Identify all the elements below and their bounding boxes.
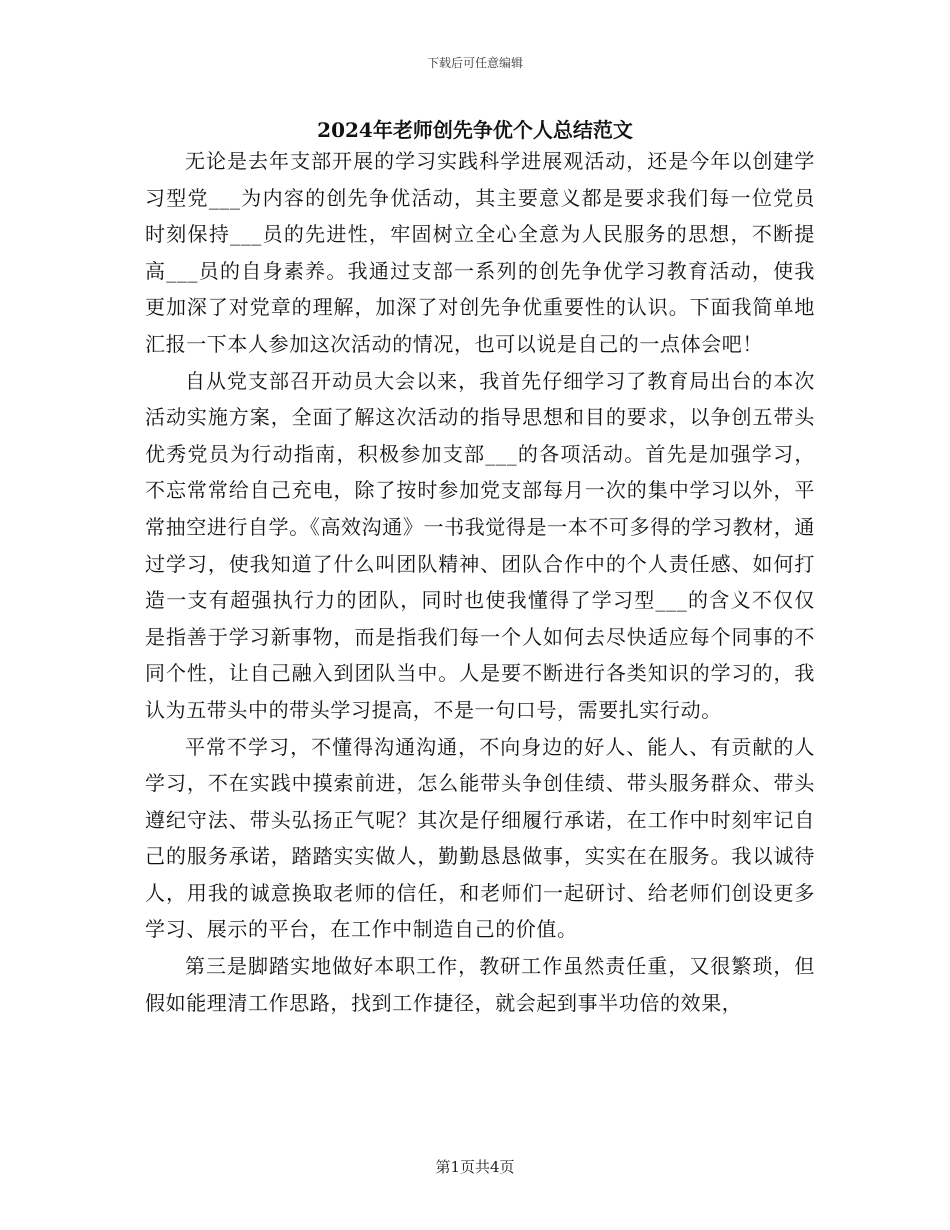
paragraph-4: 第三是脚踏实地做好本职工作，教研工作虽然责任重，又很繁琐，但假如能理清工作思路，找到工作捷径，就会起到事半功倍的效果，: [145, 954, 815, 1015]
page-header: 下载后可任意编辑: [426, 56, 523, 70]
document-title: 2024年老师创先争优个人总结范文: [317, 118, 633, 142]
paragraph-3: 平常不学习，不懂得沟通沟通，不向身边的好人、能人、有贡献的人学习，不在实践中摸索前进，怎么能带头争创佳绩、带头服务群众、带头遵纪守法、带头弘扬正气呢？其次是仔细履行承诺，在工作中时刻牢记自己的服务承诺，踏踏实实做人，勤勤恳恳做事，实实在在服务。我以诚待人，用我的诚意换取老师的信任，和老师们一起研讨、给老师们创设更多学习、展示的平台，在工作中制造自己的价值。: [145, 734, 815, 942]
document-body: [145, 143, 815, 1021]
paragraph-1: 无论是去年支部开展的学习实践科学进展观活动，还是今年以创建学习型党___为内容的创先争优活动，其主要意义都是要求我们每一位党员时刻保持___员的先进性，牢固树立全心全意为人民服务的思想，不断提高___员的自身素养。我通过支部一系列的创先争优学习教育活动，使我更加深了对党章的理解，加深了对创先争优重要性的认识。下面我简单地汇报一下本人参加这次活动的情况，也可以说是自己的一点体会吧！: [145, 149, 815, 356]
page-number: 第1页共4页: [435, 1158, 515, 1176]
paragraph-2: 自从党支部召开动员大会以来，我首先仔细学习了教育局出台的本次活动实施方案，全面了解这次活动的指导思想和目的要求，以争创五带头优秀党员为行动指南，积极参加支部___的各项活动。首先是加强学习，不忘常常给自己充电，除了按时参加党支部每月一次的集中学习以外，平常抽空进行自学。《高效沟通》一书我觉得是一本不可多得的学习教材，通过学习，使我知道了什么叫团队精神、团队合作中的个人责任感、如何打造一支有超强执行力的团队，同时也使我懂得了学习型___的含义不仅仅是指善于学习新事物，而是指我们每一个人如何去尽快适应每个同事的不同个性，让自己融入到团队当中。人是要不断进行各类知识的学习的，我认为五带头中的带头学习提高，不是一句口号，需要扎实行动。: [145, 368, 815, 722]
